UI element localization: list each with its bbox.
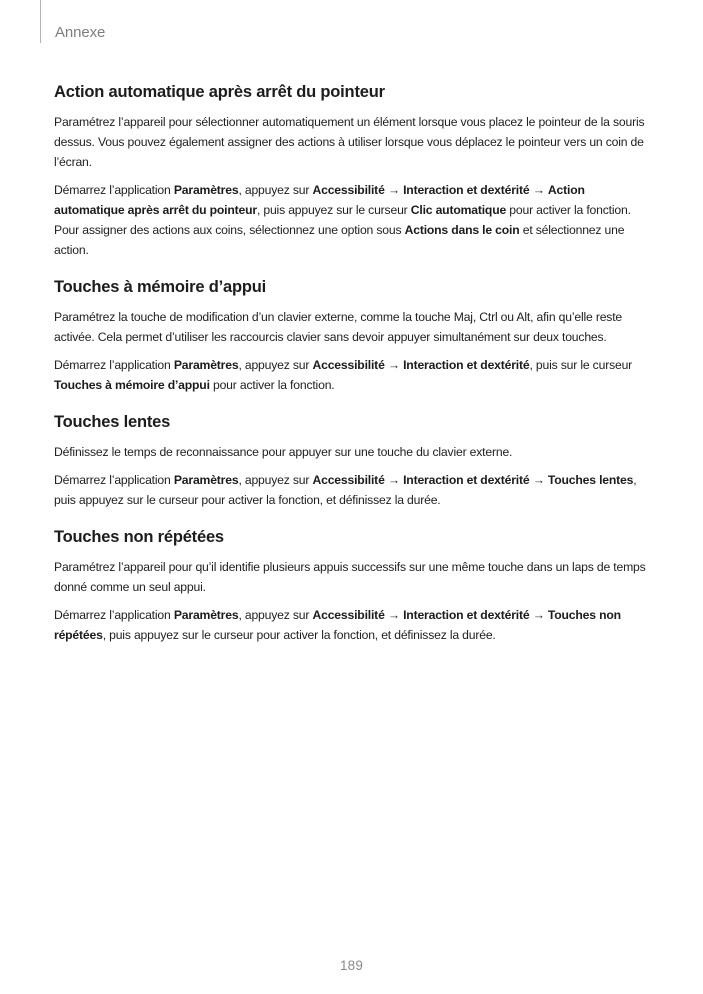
bold-text-run: Interaction et dextérité: [403, 608, 530, 622]
paragraph: [54, 180, 648, 260]
text-run: Paramétrez la touche de modification d’un clavier externe, comme la touche Maj, Ctrl ou Alt, afin qu’elle reste activée. Cela permet d’utiliser les raccourcis clavier sans devoir appuyer simultanément sur deux touches.: [54, 310, 623, 344]
text-run: Définissez le temps de reconnaissance pour appuyer sur une touche du clavier externe.: [54, 445, 513, 459]
text-run: , appuyez sur: [238, 608, 313, 622]
text-run: Démarrez l’application: [54, 183, 174, 197]
section: [54, 412, 648, 510]
text-run: pour activer la fonction. Pour assigner des actions aux coins, sélectionnez une option sous: [54, 203, 631, 237]
text-run: →: [384, 608, 404, 622]
text-run: Paramétrez l’appareil pour sélectionner automatiquement un élément lorsque vous placez le pointeur de la souris dessus. Vous pouvez également assigner des actions à utiliser lorsque vous déplacez le pointeur vers un coin de l’écran.: [54, 115, 645, 169]
bold-text-run: Paramètres: [173, 358, 239, 372]
text-run: Démarrez l’application: [54, 473, 174, 487]
section-title: Touches non répétées: [54, 528, 224, 546]
text-run: , appuyez sur: [238, 183, 313, 197]
paragraph: [54, 355, 648, 395]
section: [54, 82, 648, 260]
text-run: →: [384, 358, 404, 372]
paragraph: [54, 470, 648, 510]
text-run: Démarrez l’application: [54, 608, 174, 622]
paragraph: [54, 442, 648, 462]
bold-text-run: Action automatique après arrêt du pointeur: [54, 183, 585, 217]
text-run: , puis appuyez sur le curseur pour activer la fonction, et définissez la durée.: [54, 473, 637, 507]
section-title: Action automatique après arrêt du pointeur: [54, 83, 385, 101]
bold-text-run: Touches non répétées: [54, 608, 621, 642]
text-run: →: [529, 608, 548, 622]
bold-text-run: Paramètres: [173, 473, 239, 487]
paragraph: [54, 112, 648, 172]
header-divider: [40, 0, 41, 43]
page-number: 189: [339, 958, 364, 973]
bold-text-run: Accessibilité: [312, 473, 385, 487]
bold-text-run: Paramètres: [173, 183, 239, 197]
text-run: →: [529, 183, 548, 197]
paragraph: [54, 307, 648, 347]
section: [54, 277, 648, 395]
text-run: , puis sur le curseur: [529, 358, 633, 372]
bold-text-run: Accessibilité: [312, 183, 385, 197]
text-run: →: [384, 473, 404, 487]
text-run: Paramétrez l’appareil pour qu’il identifie plusieurs appuis successifs sur une même touche dans un laps de temps donné comme un seul appui.: [54, 560, 646, 594]
text-run: , puis appuyez sur le curseur: [256, 203, 411, 217]
text-run: →: [384, 183, 404, 197]
bold-text-run: Paramètres: [173, 608, 239, 622]
section-title: Touches lentes: [54, 413, 171, 431]
paragraph: [54, 605, 648, 645]
text-run: Démarrez l’application: [54, 358, 174, 372]
section: [54, 527, 648, 645]
text-run: pour activer la fonction.: [209, 378, 335, 392]
bold-text-run: Interaction et dextérité: [403, 473, 530, 487]
bold-text-run: Interaction et dextérité: [403, 358, 530, 372]
bold-text-run: Accessibilité: [312, 608, 385, 622]
text-run: →: [529, 473, 548, 487]
bold-text-run: Interaction et dextérité: [403, 183, 530, 197]
bold-text-run: Accessibilité: [312, 358, 385, 372]
text-run: et sélectionnez une action.: [54, 223, 625, 257]
text-run: , puis appuyez sur le curseur pour activer la fonction, et définissez la durée.: [102, 628, 496, 642]
chapter-title: Annexe: [55, 24, 106, 41]
bold-text-run: Touches lentes: [547, 473, 634, 487]
text-run: , appuyez sur: [238, 473, 313, 487]
section-title: Touches à mémoire d’appui: [54, 278, 266, 296]
bold-text-run: Clic automatique: [410, 203, 507, 217]
text-run: , appuyez sur: [238, 358, 313, 372]
page-content: [54, 82, 648, 662]
paragraph: [54, 557, 648, 597]
bold-text-run: Actions dans le coin: [404, 223, 520, 237]
bold-text-run: Touches à mémoire d’appui: [54, 378, 210, 392]
